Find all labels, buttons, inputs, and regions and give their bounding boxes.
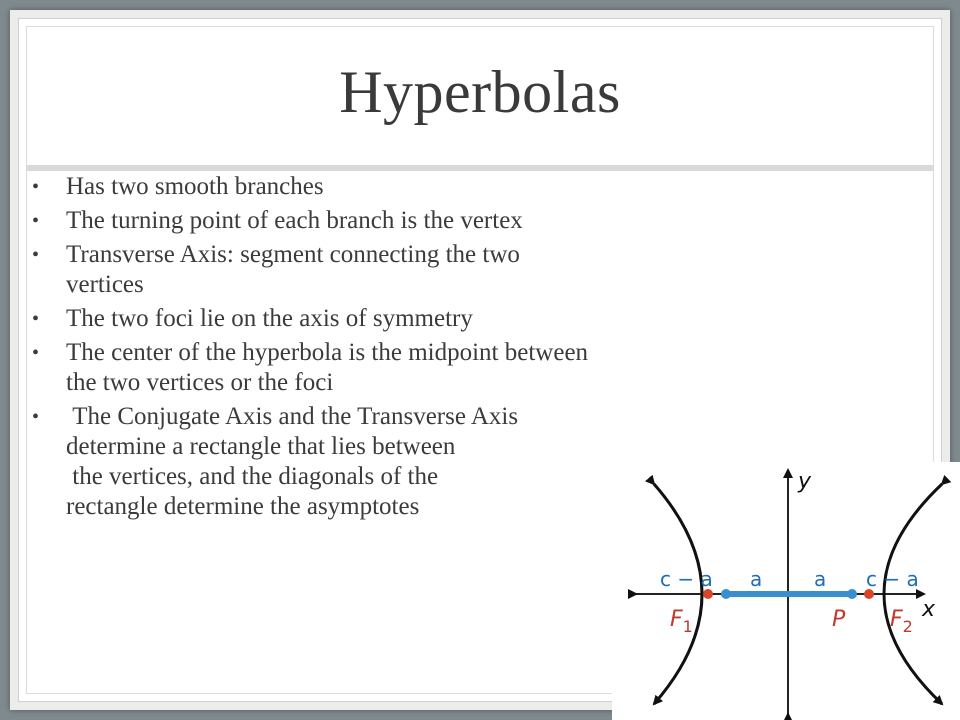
bullet-dot: • [32,342,40,364]
right-vertex [847,589,857,599]
bullet-text-line: vertices [66,271,144,298]
bullet-text-line: Transverse Axis: segment connecting the two [66,241,520,268]
bullet-text-line: Has two smooth branches [66,173,324,200]
title-divider [26,165,934,171]
c-minus-a-left-label: c − a [660,567,713,591]
bullet-text-line: The Conjugate Axis and the Transverse Axis [66,403,519,430]
left-vertex [721,589,731,599]
bullet-text-line: determine a rectangle that lies between [66,433,456,460]
bullet-dot: • [32,308,40,330]
bullet-dot: • [32,406,40,428]
focus-2-subscript: 2 [902,617,913,636]
bullet-text-line: The turning point of each branch is the vertex [66,207,523,234]
bullet-item [30,240,790,300]
bullet-dot: • [32,244,40,266]
a-right-label: a [814,567,827,591]
c-minus-a-right-label: c − a [866,567,919,591]
bullet-text-line: The center of the hyperbola is the midpoint between [66,339,589,366]
bullet-text-line: the two vertices or the foci [66,369,334,396]
bullet-text-line: rectangle determine the asymptotes [66,493,420,520]
focus-2-letter: F [890,607,903,632]
a-left-label: a [750,567,763,591]
focus-1-label [670,607,693,636]
focus-1-letter: F [670,607,683,632]
bullet-dot: • [32,210,40,232]
focus-1-subscript: 1 [682,617,693,636]
bullet-item [30,304,790,334]
x-axis-label: x [922,597,936,622]
slide-title: Hyperbolas [339,59,621,125]
bullet-text-line: the vertices, and the diagonals of the [66,463,439,490]
bullet-dot: • [32,176,40,198]
bullet-item [30,338,790,398]
bullet-text-line: The two foci lie on the axis of symmetry [66,305,473,332]
bullet-item [30,206,790,236]
y-axis-label: y [798,469,812,494]
hyperbola-svg [612,462,960,720]
bullet-item [30,172,790,202]
focus-2-label [890,607,913,636]
hyperbola-diagram [612,462,960,720]
vertex-p-label: P [832,607,846,632]
